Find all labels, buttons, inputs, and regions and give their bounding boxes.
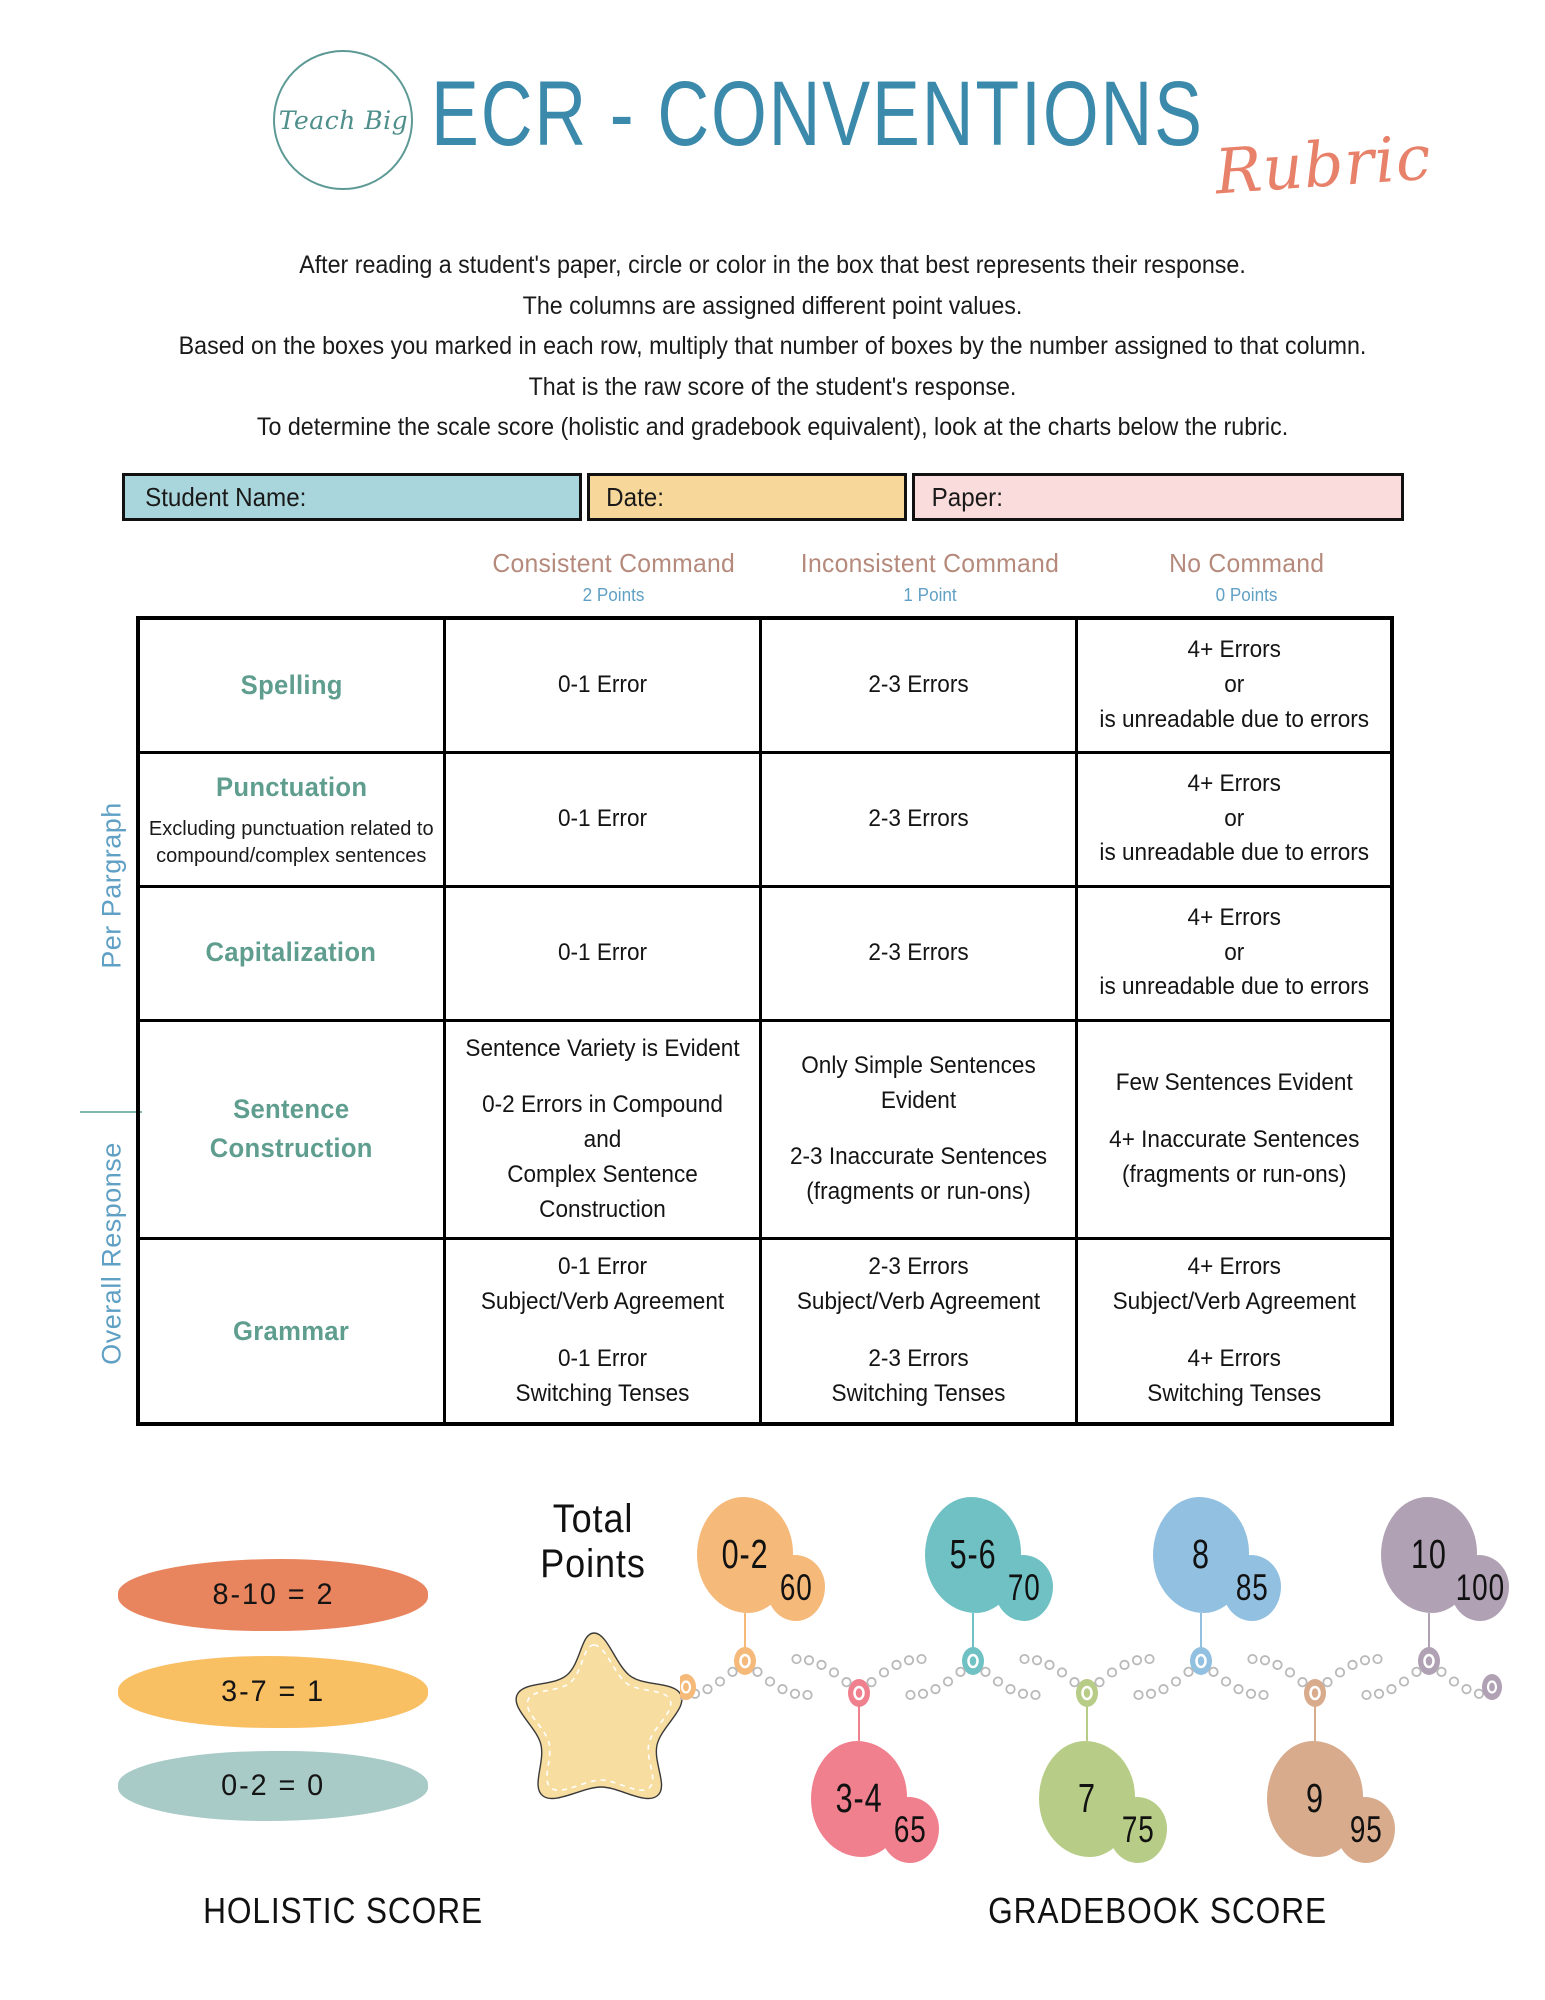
teach-big-logo bbox=[273, 50, 413, 190]
instructions-block bbox=[0, 245, 1545, 448]
rubric-cell-line: (fragments or run-ons) bbox=[805, 1178, 1031, 1206]
rubric-cell-line: Complex Sentence Construction bbox=[506, 1160, 698, 1223]
student-info-bar bbox=[122, 473, 1404, 521]
cell-spacer bbox=[454, 1066, 751, 1088]
student-name-field[interactable] bbox=[122, 473, 582, 521]
rubric-cell-line: 2-3 Errors bbox=[867, 1345, 969, 1373]
rubric-row-label-cell bbox=[138, 1020, 444, 1239]
rubric-cell-line: 2-3 Errors bbox=[867, 670, 969, 698]
instruction-line: After reading a student's paper, circle or color in the box that best represents their response. bbox=[299, 251, 1246, 279]
gradebook-score-bubble[interactable] bbox=[767, 1555, 825, 1621]
gradebook-score-label: 75 bbox=[1121, 1808, 1155, 1851]
column-header-no-command bbox=[1088, 548, 1405, 606]
rubric-cell[interactable] bbox=[1076, 618, 1392, 752]
gradebook-raw-label: 3-4 bbox=[835, 1775, 883, 1822]
holistic-score-heading-text: HOLISTIC SCORE bbox=[203, 1890, 483, 1931]
rubric-row-label: Capitalization bbox=[205, 937, 377, 968]
rubric-cell-line: Sentence Variety is Evident bbox=[464, 1034, 740, 1062]
rubric-cell-line: 2-3 Errors bbox=[867, 938, 969, 966]
column-header-consistent bbox=[455, 548, 772, 606]
gradebook-bubble-chart bbox=[680, 1450, 1520, 1920]
instruction-line: Based on the boxes you marked in each row, multiply that number of boxes by the number assigned to that column. bbox=[178, 332, 1367, 360]
rubric-cell-line: Only Simple Sentences Evident bbox=[800, 1051, 1036, 1114]
gradebook-score-label: 60 bbox=[779, 1566, 813, 1609]
gradebook-score-heading-text: GRADEBOOK SCORE bbox=[988, 1890, 1327, 1931]
gradebook-raw-label: 8 bbox=[1192, 1531, 1210, 1578]
date-label: Date: bbox=[606, 481, 664, 512]
rubric-cell[interactable] bbox=[760, 618, 1076, 752]
gradebook-score-label: 100 bbox=[1455, 1566, 1505, 1609]
table-row bbox=[138, 618, 1392, 752]
rubric-cell[interactable] bbox=[444, 1020, 760, 1239]
page-title: ECR - CONVENTIONS bbox=[431, 61, 1205, 165]
gradebook-score-label: 85 bbox=[1235, 1566, 1269, 1609]
rubric-cell-line: or bbox=[1223, 938, 1244, 966]
rubric-cell-line: or bbox=[1223, 804, 1244, 832]
rubric-cell-line: Subject/Verb Agreement bbox=[796, 1288, 1040, 1316]
table-row bbox=[138, 886, 1392, 1020]
logo-text: Teach Big bbox=[278, 105, 409, 135]
rubric-row-label: Grammar bbox=[233, 1315, 350, 1346]
table-row bbox=[138, 1239, 1392, 1424]
rubric-cell[interactable] bbox=[444, 886, 760, 1020]
total-points-line1: Total bbox=[552, 1497, 634, 1541]
cell-spacer bbox=[770, 1118, 1067, 1140]
rubric-cell-line: Few Sentences Evident bbox=[1115, 1069, 1353, 1097]
holistic-pill-label: 3-7 = 1 bbox=[221, 1675, 325, 1708]
gradebook-score-label: 70 bbox=[1007, 1566, 1041, 1609]
rubric-row-label: Spelling bbox=[240, 669, 343, 700]
rubric-cell[interactable] bbox=[760, 752, 1076, 886]
column-title: No Command bbox=[1169, 548, 1325, 578]
column-points: 2 Points bbox=[582, 585, 645, 605]
gradebook-raw-label: 0-2 bbox=[721, 1531, 769, 1578]
gradebook-score-bubble[interactable] bbox=[1451, 1555, 1509, 1621]
rubric-cell-line: 0-1 Error bbox=[557, 670, 647, 698]
holistic-pill-label: 8-10 = 2 bbox=[212, 1578, 334, 1611]
rubric-cell-line: Subject/Verb Agreement bbox=[480, 1288, 724, 1316]
rubric-row-label-cell bbox=[138, 886, 444, 1020]
star-icon bbox=[497, 1623, 692, 1808]
cell-spacer bbox=[1086, 1101, 1383, 1123]
rubric-cell[interactable] bbox=[444, 752, 760, 886]
column-title: Inconsistent Command bbox=[800, 548, 1060, 578]
page-subtitle: Rubric bbox=[1212, 120, 1434, 209]
holistic-pill-8-10[interactable] bbox=[118, 1559, 428, 1631]
gradebook-raw-label: 5-6 bbox=[949, 1531, 997, 1578]
rubric-row-label: Punctuation bbox=[215, 772, 367, 803]
rubric-cell-line: 4+ Errors bbox=[1187, 769, 1281, 797]
side-label-overall-response: Overall Response bbox=[96, 1142, 127, 1365]
rubric-cell-line: is unreadable due to errors bbox=[1098, 973, 1369, 1001]
rubric-row-sublabel: Excluding punctuation related to compound/complex sentences bbox=[148, 817, 434, 867]
cell-spacer bbox=[770, 1320, 1067, 1342]
rubric-row-label-cell bbox=[138, 1239, 444, 1424]
rubric-cell-line: 4+ Errors bbox=[1187, 1345, 1281, 1373]
rubric-row-label-cell bbox=[138, 618, 444, 752]
gradebook-score-bubble[interactable] bbox=[995, 1555, 1053, 1621]
rubric-cell-line: 0-1 Error bbox=[557, 938, 647, 966]
rubric-cell-line: (fragments or run-ons) bbox=[1121, 1160, 1346, 1188]
rubric-cell-line: is unreadable due to errors bbox=[1098, 839, 1369, 867]
holistic-pill-3-7[interactable] bbox=[118, 1656, 428, 1728]
rubric-cell-line: 0-1 Error bbox=[557, 1345, 647, 1373]
rubric-cell-line: 2-3 Errors bbox=[867, 1253, 969, 1281]
rubric-cell-line: or bbox=[1223, 670, 1244, 698]
rubric-cell-line: Switching Tenses bbox=[831, 1379, 1005, 1407]
rubric-cell-line: 0-2 Errors in Compound and bbox=[481, 1091, 723, 1154]
rubric-cell-line: 2-3 Inaccurate Sentences bbox=[789, 1143, 1047, 1171]
holistic-pill-0-2[interactable] bbox=[118, 1751, 428, 1821]
rubric-cell-line: 4+ Errors bbox=[1187, 1253, 1281, 1281]
date-field[interactable] bbox=[587, 473, 907, 521]
side-label-per-paragraph: Per Pargraph bbox=[96, 802, 127, 969]
rubric-cell-line: 2-3 Errors bbox=[867, 804, 969, 832]
paper-field[interactable] bbox=[912, 473, 1404, 521]
rubric-cell[interactable] bbox=[760, 1020, 1076, 1239]
table-row bbox=[138, 1020, 1392, 1239]
total-points-line2: Points bbox=[540, 1541, 646, 1586]
gradebook-score-bubble[interactable] bbox=[1223, 1555, 1281, 1621]
rubric-cell-line: Subject/Verb Agreement bbox=[1112, 1288, 1356, 1316]
rubric-cell-line: Switching Tenses bbox=[515, 1379, 689, 1407]
rubric-cell[interactable] bbox=[1076, 752, 1392, 886]
rubric-row-label-cell bbox=[138, 752, 444, 886]
rubric-cell-line: 4+ Inaccurate Sentences bbox=[1108, 1126, 1359, 1154]
gradebook-score-bubble[interactable] bbox=[881, 1797, 939, 1863]
column-points: 0 Points bbox=[1215, 585, 1278, 605]
rubric-cell[interactable] bbox=[1076, 1020, 1392, 1239]
table-row bbox=[138, 752, 1392, 886]
title-wrap bbox=[431, 61, 1434, 209]
rubric-cell[interactable] bbox=[1076, 886, 1392, 1020]
rubric-cell[interactable] bbox=[444, 618, 760, 752]
rubric-cell-line: 4+ Errors bbox=[1187, 903, 1281, 931]
rubric-table-wrap bbox=[136, 616, 1394, 1426]
column-header-inconsistent bbox=[772, 548, 1089, 606]
rubric-cell-line: Switching Tenses bbox=[1146, 1379, 1321, 1407]
gradebook-score-bubble[interactable] bbox=[1109, 1797, 1167, 1863]
paper-label: Paper: bbox=[931, 481, 1003, 512]
instruction-line: To determine the scale score (holistic and gradebook equivalent), look at the charts below the rubric. bbox=[256, 413, 1289, 441]
student-name-label: Student Name: bbox=[145, 481, 307, 512]
gradebook-score-label: 65 bbox=[893, 1808, 927, 1851]
column-points: 1 Point bbox=[903, 585, 957, 605]
rubric-cell[interactable] bbox=[444, 1239, 760, 1424]
gradebook-score-bubble[interactable] bbox=[1337, 1797, 1395, 1863]
rubric-cell-line: 4+ Errors bbox=[1187, 636, 1281, 664]
page-header bbox=[0, 50, 1545, 209]
cell-spacer bbox=[454, 1320, 751, 1342]
gradebook-score-label: 95 bbox=[1349, 1808, 1383, 1851]
rubric-cell[interactable] bbox=[760, 886, 1076, 1020]
rubric-cell-line: is unreadable due to errors bbox=[1098, 705, 1369, 733]
rubric-cell[interactable] bbox=[760, 1239, 1076, 1424]
total-points-label bbox=[498, 1497, 688, 1587]
rubric-cell[interactable] bbox=[1076, 1239, 1392, 1424]
instruction-line: The columns are assigned different point values. bbox=[522, 291, 1023, 320]
gradebook-raw-label: 9 bbox=[1306, 1775, 1324, 1822]
cell-spacer bbox=[1086, 1320, 1383, 1342]
holistic-score-heading bbox=[184, 1890, 502, 1932]
column-headers bbox=[455, 548, 1405, 606]
instruction-line: That is the raw score of the student's response. bbox=[528, 372, 1017, 401]
gradebook-raw-label: 10 bbox=[1411, 1531, 1447, 1578]
rubric-cell-line: 0-1 Error bbox=[557, 1253, 647, 1281]
rubric-cell-line: 0-1 Error bbox=[557, 804, 647, 832]
column-title: Consistent Command bbox=[492, 548, 735, 578]
rubric-table bbox=[136, 616, 1394, 1426]
gradebook-raw-label: 7 bbox=[1078, 1775, 1096, 1822]
rubric-row-label: Sentence Construction bbox=[209, 1094, 373, 1164]
holistic-pill-label: 0-2 = 0 bbox=[221, 1769, 325, 1802]
gradebook-score-heading bbox=[965, 1890, 1350, 1932]
